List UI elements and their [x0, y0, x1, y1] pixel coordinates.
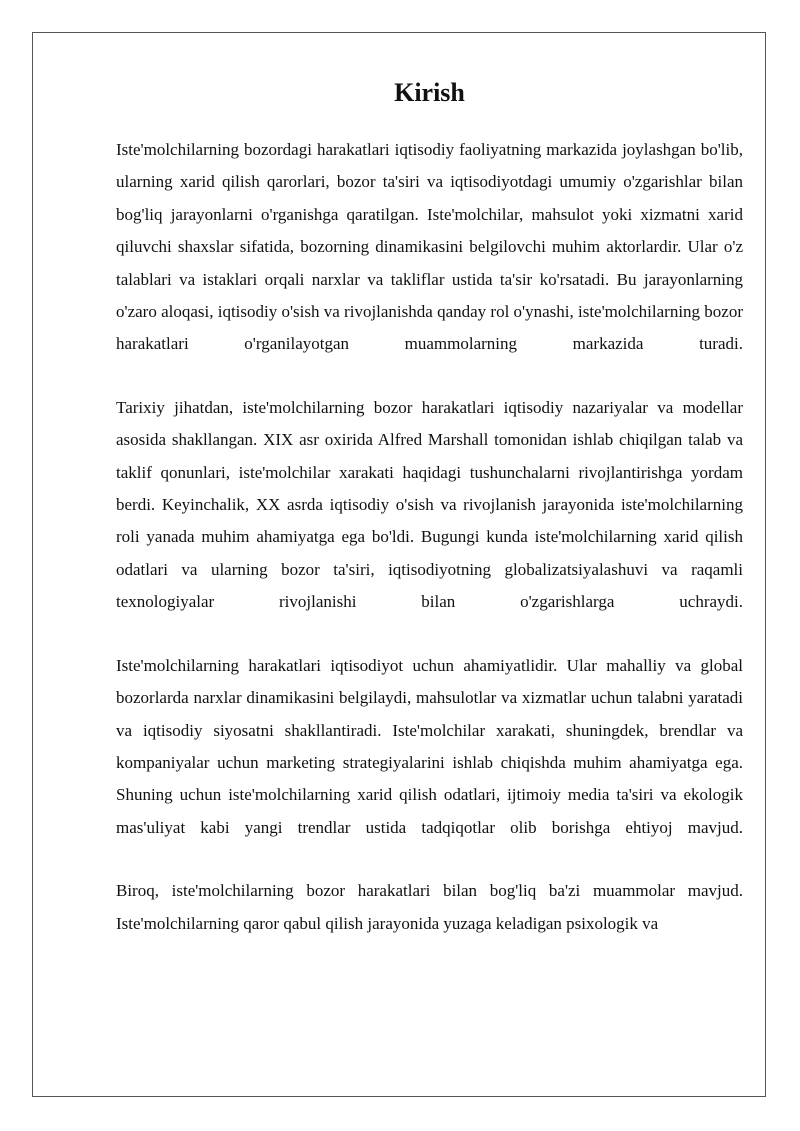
- page-content: [116, 78, 743, 940]
- paragraph-3: Iste'molchilarning harakatlari iqtisodiyot uchun ahamiyatlidir. Ular mahalliy va global bozorlarda narxlar dinamikasini belgilaydi, mahsulotlar va xizmatlar uchun talabni yaratadi va iqtisodiy siyosatni shakllantiradi. Iste'molchilar xarakati, shuningdek, brendlar va kompaniyalar uchun marketing strategiyalarini ishlab chiqishda muhim ahamiyatga ega. Shuning uchun iste'molchilarning xarid qilish odatlari, ijtimoiy media ta'siri va ekologik mas'uliyat kabi yangi trendlar ustida tadqiqotlar olib borishga ehtiyoj mavjud.: [116, 655, 743, 837]
- paragraph-4: Biroq, iste'molchilarning bozor harakatlari bilan bog'liq ba'zi muammolar mavjud. Iste'molchilarning qaror qabul qilish jarayonida yuzaga keladigan psixologik va: [116, 881, 743, 933]
- page-title: Kirish: [394, 78, 465, 107]
- paragraph-2: Tarixiy jihatdan, iste'molchilarning bozor harakatlari iqtisodiy nazariyalar va modellar asosida shakllangan. XIX asr oxirida Alfred Marshall tomonidan ishlab chiqilgan talab va taklif qonunlari, iste'molchilar xarakati haqidagi tushunchalarni rivojlantirishga yordam berdi. Keyinchalik, XX asrda iqtisodiy o'sish va rivojlanish jarayonida iste'molchilarning roli yanada muhim ahamiyatga ega bo'ldi. Bugungi kunda iste'molchilarning xarid qilish odatlari va ularning bozor ta'siri, iqtisodiyotning globalizatsiyalashuvi va raqamli texnologiyalar rivojlanishi bilan o'zgarishlarga uchraydi.: [116, 397, 743, 612]
- paragraph-1: Iste'molchilarning bozordagi harakatlari iqtisodiy faoliyatning markazida joylashgan bo'lib, ularning xarid qilish qarorlari, bozor ta'siri va iqtisodiyotdagi umumiy o'zgarishlar bilan bog'liq jarayonlarni o'rganishga qaratilgan. Iste'molchilar, mahsulot yoki xizmatni xarid qiluvchi shaxslar sifatida, bozorning dinamikasini belgilovchi muhim aktorlardir. Ular o'z talablari va istaklari orqali narxlar va takliflar ustida ta'sir ko'rsatadi. Bu jarayonlarning o'zaro aloqasi, iqtisodiy o'sish va rivojlanishda qanday rol o'ynashi, iste'molchilarning bozor harakatlari o'rganilayotgan muammolarning markazida turadi.: [116, 140, 743, 354]
- document-page: [32, 32, 766, 1097]
